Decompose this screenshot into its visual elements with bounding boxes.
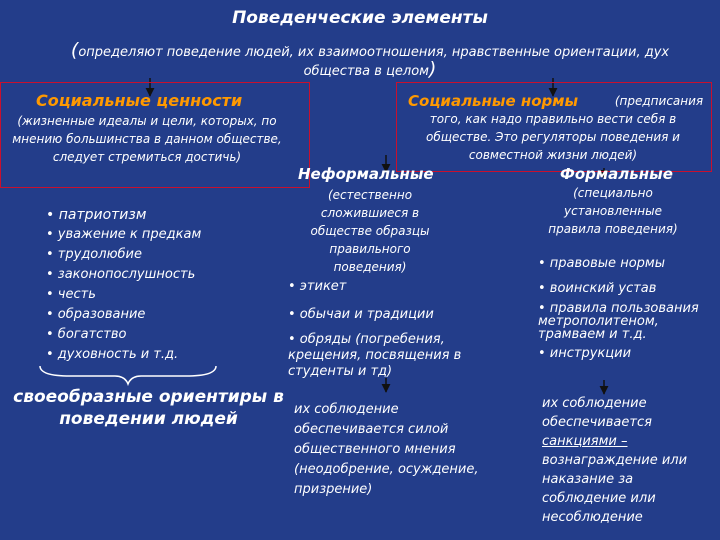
values-item: • трудолюбие (46, 247, 142, 262)
values-item: • духовность и т.д. (46, 347, 179, 362)
formal-item: • инструкции (538, 346, 632, 361)
values-item: • уважение к предкам (46, 227, 202, 242)
informal-list (288, 278, 488, 380)
formal-enforcement (542, 394, 702, 527)
norms-heading: Социальные нормы (408, 92, 579, 110)
page-subtitle (60, 39, 680, 80)
subtitle-text: определяют поведение людей, их взаимоотношения, нравственные ориентации, дух общества в целом (78, 45, 670, 79)
informal-item: • обычаи и традиции (288, 307, 434, 322)
values-description: (жизненные идеалы и цели, которых, по мнению большинства в данном обществе, следует стремиться достичь) (12, 114, 282, 164)
formal-list (538, 254, 718, 364)
formal-enforcement-sanctions: санкциями – (542, 434, 628, 449)
values-item: • патриотизм (46, 207, 147, 223)
formal-enforcement-after: вознаграждение или наказание за соблюдение или несоблюдение (542, 453, 688, 525)
formal-item: • правила пользования метрополитеном, трамваем и т.д. (538, 301, 699, 342)
informal-enforcement: их соблюдение обеспечивается силой общественного мнения (неодобрение, осуждение, призрение) (294, 402, 479, 497)
formal-heading: Формальные (560, 165, 673, 183)
values-item: • богатство (46, 327, 127, 342)
informal-description: (естественно сложившиеся в обществе образцы правильного поведения) (310, 188, 430, 274)
brace (40, 366, 216, 384)
subtitle-close-paren: ) (428, 58, 437, 80)
informal-item: • обряды (погребения, крещения, посвящения в студенты и тд) (288, 332, 462, 379)
informal-heading: Неформальные (298, 165, 434, 183)
values-summary: своеобразные ориентиры в поведении людей (13, 387, 284, 429)
subtitle-open-paren: ( (70, 39, 79, 61)
norms-note: (предписания того, как надо правильно вести себя в обществе. Это регуляторы поведения и совместной жизни людей) (426, 94, 704, 162)
page-title: Поведенческие элементы (232, 8, 488, 28)
values-item: • честь (46, 287, 96, 302)
formal-description: (специально установленные правила поведения) (548, 186, 678, 236)
formal-item: • правовые нормы (538, 256, 665, 271)
formal-enforcement-before: их соблюдение обеспечивается (542, 396, 652, 430)
formal-item: • воинский устав (538, 281, 657, 296)
values-list (46, 205, 246, 365)
informal-item: • этикет (288, 279, 347, 294)
values-heading: Социальные ценности (36, 91, 243, 110)
values-item: • законопослушность (46, 267, 196, 282)
values-item: • образование (46, 307, 146, 322)
